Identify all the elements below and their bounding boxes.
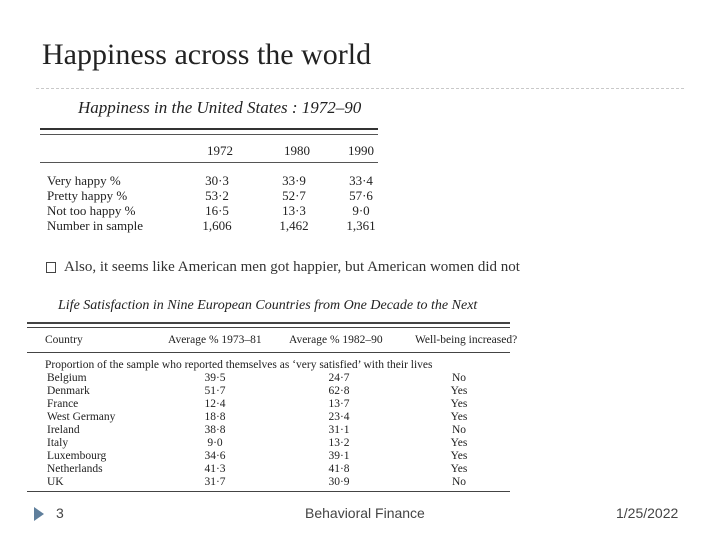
table2-cell: 38·8 — [204, 424, 226, 436]
table2-country: Ireland — [47, 424, 80, 436]
table2-cell: Yes — [450, 463, 468, 475]
table1-cell: 57·6 — [349, 188, 373, 203]
table1-cell: 13·3 — [282, 203, 306, 218]
table1-row-label: Pretty happy % — [47, 188, 128, 203]
table1-cell: 30·3 — [205, 173, 229, 188]
table1-top-rule-thin — [40, 134, 378, 135]
table2-cell: 39·5 — [204, 372, 226, 384]
table2-cell: 30·9 — [328, 476, 350, 488]
table1-year-1972: 1972 — [207, 143, 233, 158]
table2-cell: Yes — [450, 437, 468, 449]
table2-header-avg-1982: Average % 1982–90 — [289, 334, 383, 346]
table2-cell: 41·3 — [204, 463, 226, 475]
slide-title: Happiness across the world — [42, 38, 372, 71]
table1-top-rule — [40, 128, 378, 130]
table2-cell: 31·1 — [328, 424, 350, 436]
table2-country: Luxembourg — [47, 450, 107, 462]
table2-header-avg-1973: Average % 1973–81 — [168, 334, 262, 346]
table2-top-rule-thin — [27, 327, 510, 328]
table2-cell: 12·4 — [204, 398, 226, 410]
table2-bottom-rule — [27, 491, 510, 492]
table2-cell: 31·7 — [204, 476, 226, 488]
table2-cell: 9·0 — [207, 437, 223, 449]
table2-country: West Germany — [47, 411, 116, 423]
footer-course-name: Behavioral Finance — [305, 505, 425, 521]
table2-cell: No — [451, 476, 467, 488]
table1-year-1980: 1980 — [284, 143, 310, 158]
table2-cell: 39·1 — [328, 450, 350, 462]
table2-cell: 23·4 — [328, 411, 350, 423]
table2-header-country: Country — [45, 334, 83, 346]
table2-cell: Yes — [450, 411, 468, 423]
table1-cell: 33·9 — [282, 173, 306, 188]
title-divider — [36, 88, 684, 89]
table2-country: France — [47, 398, 79, 410]
table2-cell: 13·2 — [328, 437, 350, 449]
table2-cell: 41·8 — [328, 463, 350, 475]
table2-header-rule — [27, 352, 510, 353]
table2-cell: 18·8 — [204, 411, 226, 423]
bullet-text: Also, it seems like American men got happier, but American women did not — [64, 259, 520, 275]
table2-cell: 62·8 — [328, 385, 350, 397]
table1-cell: 33·4 — [349, 173, 373, 188]
table2-cell: 51·7 — [204, 385, 226, 397]
table1-row-label: Not too happy % — [47, 203, 136, 218]
footer-page-number: 3 — [56, 505, 64, 521]
table1-cell: 52·7 — [282, 188, 306, 203]
table2-top-rule — [27, 322, 510, 324]
footer-date: 1/25/2022 — [616, 505, 679, 521]
table1-year-1990: 1990 — [348, 143, 374, 158]
footer-triangle-icon — [34, 507, 44, 521]
table1-cell: 1,462 — [279, 218, 309, 233]
table2-header-wellbeing: Well-being increased? — [415, 334, 518, 346]
table1-header-rule — [40, 162, 378, 163]
table1-cell: 53·2 — [205, 188, 229, 203]
table2-note: Proportion of the sample who reported themselves as ‘very satisfied’ with their lives — [45, 359, 433, 371]
table2-cell: 24·7 — [328, 372, 350, 384]
table2-cell: No — [451, 424, 467, 436]
table2-country: Denmark — [47, 385, 90, 397]
table2-country: UK — [47, 476, 64, 488]
table2-cell: 34·6 — [204, 450, 226, 462]
table2-country: Italy — [47, 437, 69, 449]
table2-cell: Yes — [450, 385, 468, 397]
table2-title: Life Satisfaction in Nine European Countries from One Decade to the Next — [58, 298, 478, 313]
table1-title: Happiness in the United States : 1972–90 — [78, 98, 362, 117]
table2-cell: Yes — [450, 398, 468, 410]
table2-cell: Yes — [450, 450, 468, 462]
table2-country: Belgium — [47, 372, 87, 384]
table1-cell: 1,361 — [346, 218, 376, 233]
table1-row-label: Number in sample — [47, 218, 144, 233]
table1-row-label: Very happy % — [47, 173, 121, 188]
table2-cell: No — [451, 372, 467, 384]
table2-country: Netherlands — [47, 463, 103, 475]
bullet-square-icon — [46, 262, 56, 273]
table1-cell: 16·5 — [205, 203, 229, 218]
table1-cell: 1,606 — [202, 218, 232, 233]
table2-cell: 13·7 — [328, 398, 350, 410]
table1-cell: 9·0 — [352, 203, 370, 218]
